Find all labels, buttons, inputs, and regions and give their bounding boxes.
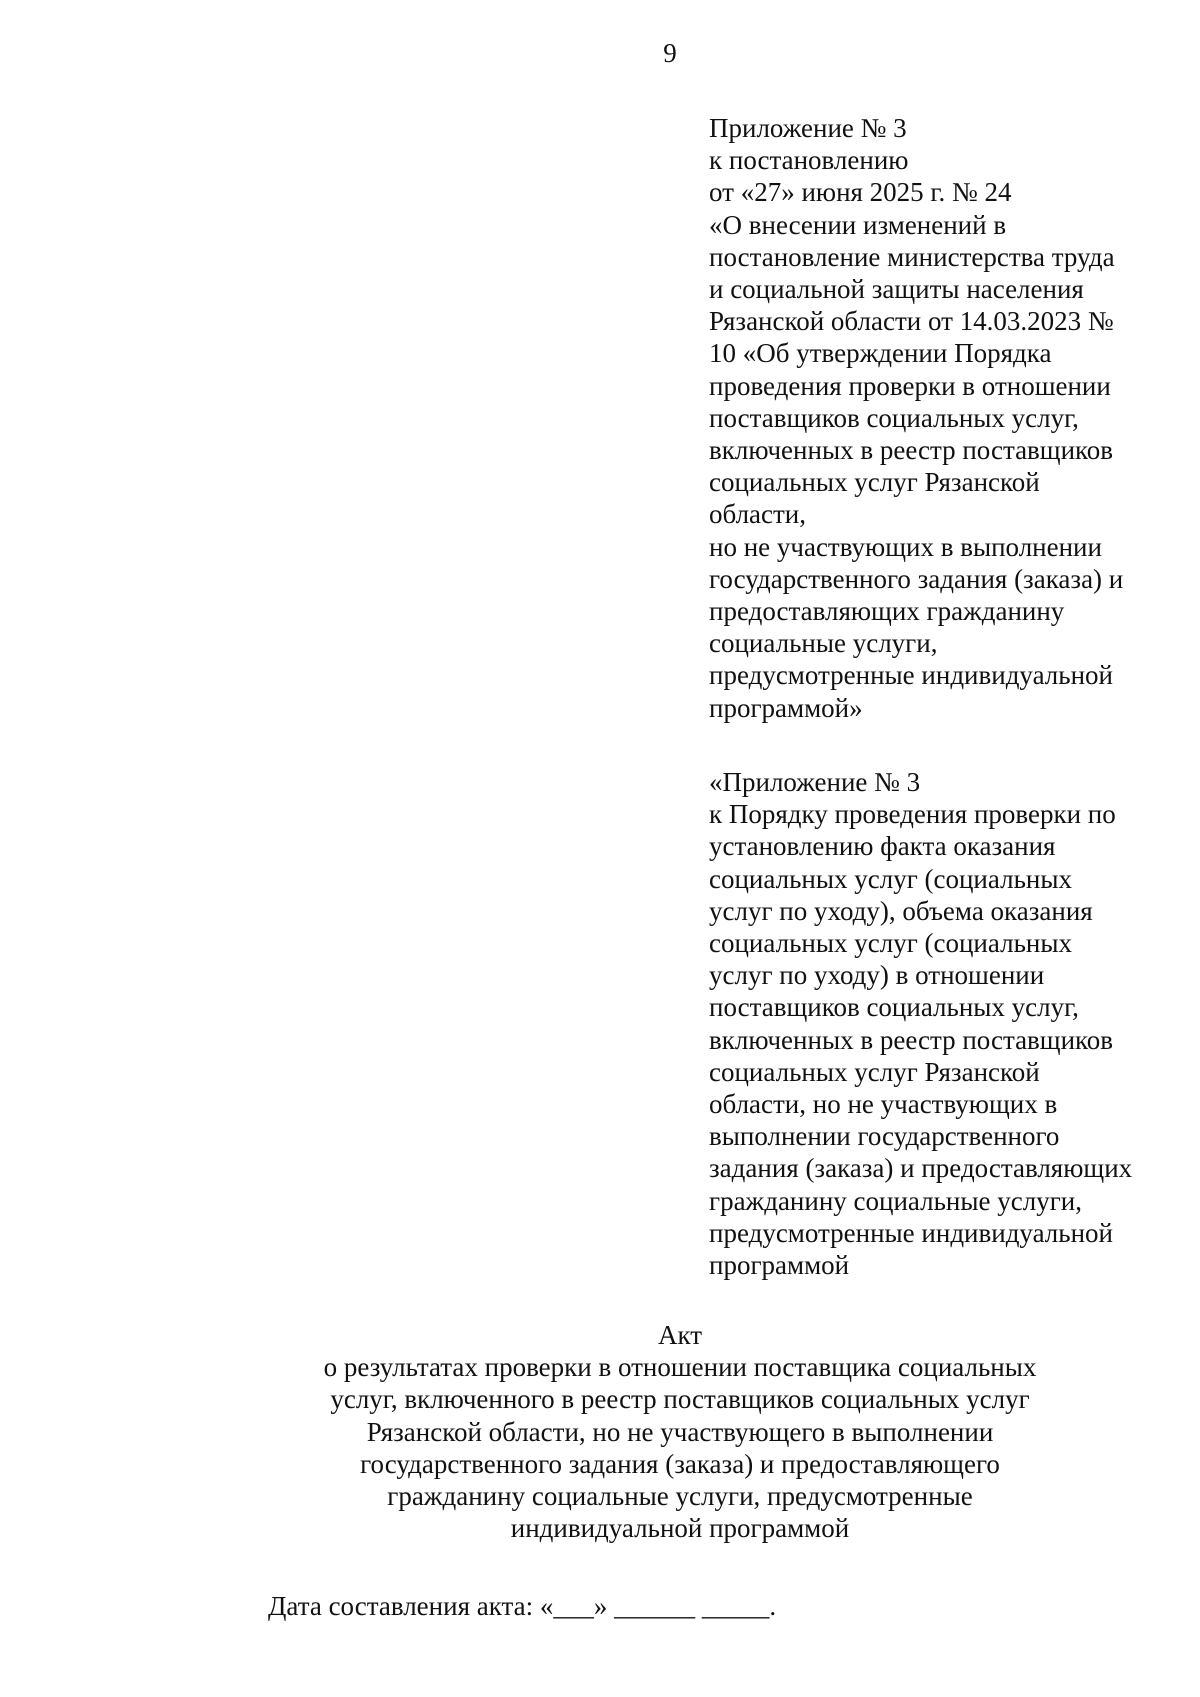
appendix-header-line: но не участвующих в выполнении	[709, 531, 1102, 562]
act-subtitle-line: услуг, включенного в реестр поставщиков социальных услуг	[330, 1384, 1030, 1415]
appendix-order-line: услуг по уходу) в отношении	[709, 960, 1045, 991]
appendix-header-line: поставщиков социальных услуг,	[709, 402, 1079, 433]
appendix-order-line: гражданину социальные услуги,	[709, 1185, 1082, 1216]
appendix-header-line: социальных услуг Рязанской	[709, 467, 1040, 498]
appendix-header-line: к постановлению	[709, 145, 909, 176]
act-subtitle-line: гражданину социальные услуги, предусмотренные	[387, 1481, 973, 1512]
appendix-order-line: выполнении государственного	[709, 1121, 1060, 1152]
appendix-header-line: от «27» июня 2025 г. № 24	[709, 177, 1012, 208]
appendix-order-line: социальных услуг (социальных	[709, 863, 1072, 894]
appendix-header-line: Рязанской области от 14.03.2023 №	[709, 306, 1114, 337]
appendix-header-line: предусмотренные индивидуальной	[709, 660, 1113, 691]
act-heading	[190, 1319, 1170, 1544]
appendix-header-line: постановление министерства труда	[709, 241, 1115, 272]
appendix-order-line: к Порядку проведения проверки по	[709, 799, 1116, 830]
appendix-order-line: услуг по уходу), объема оказания	[709, 895, 1093, 926]
act-subtitle-line: о результатах проверки в отношении поставщика социальных	[323, 1352, 1037, 1383]
appendix-order-line: установлению факта оказания	[709, 831, 1056, 862]
appendix-order-line: поставщиков социальных услуг,	[709, 992, 1079, 1023]
act-date-line: Дата составления акта: «___» ______ _____.	[268, 1591, 777, 1621]
page-number: 9	[663, 38, 677, 68]
act-subtitle-line: государственного задания (заказа) и предоставляющего	[360, 1448, 1000, 1479]
appendix-order-line: области, но не участвующих в	[709, 1089, 1058, 1120]
appendix-order-line: предусмотренные индивидуальной	[709, 1217, 1113, 1248]
act-subtitle-line: Рязанской области, но не участвующего в выполнении	[366, 1416, 994, 1447]
appendix-header-line: включенных в реестр поставщиков	[709, 435, 1114, 466]
appendix-order-line: программой	[709, 1250, 850, 1281]
appendix-header-block	[709, 112, 1189, 724]
appendix-order-block	[709, 766, 1189, 1281]
appendix-order-line: включенных в реестр поставщиков	[709, 1024, 1114, 1055]
appendix-header-line: проведения проверки в отношении	[709, 370, 1111, 401]
appendix-order-line: «Приложение № 3	[709, 767, 921, 797]
appendix-header-line: и социальной защиты населения	[709, 274, 1084, 305]
appendix-header-line: государственного задания (заказа) и	[709, 563, 1124, 594]
appendix-order-line: социальных услуг (социальных	[709, 928, 1072, 959]
act-subtitle-line: индивидуальной программой	[510, 1513, 850, 1544]
appendix-header-line: Приложение № 3	[709, 113, 907, 143]
appendix-header-line: «О внесении изменений в	[709, 209, 1007, 240]
appendix-header-line: программой»	[709, 692, 863, 723]
appendix-order-line: социальных услуг Рязанской	[709, 1056, 1040, 1087]
appendix-header-line: 10 «Об утверждении Порядка	[709, 338, 1052, 369]
appendix-header-line: области,	[709, 499, 807, 530]
act-title: Акт	[657, 1320, 703, 1350]
appendix-header-line: предоставляющих гражданину	[709, 596, 1065, 627]
appendix-header-line: социальные услуги,	[709, 628, 938, 659]
appendix-order-line: задания (заказа) и предоставляющих	[709, 1153, 1133, 1184]
